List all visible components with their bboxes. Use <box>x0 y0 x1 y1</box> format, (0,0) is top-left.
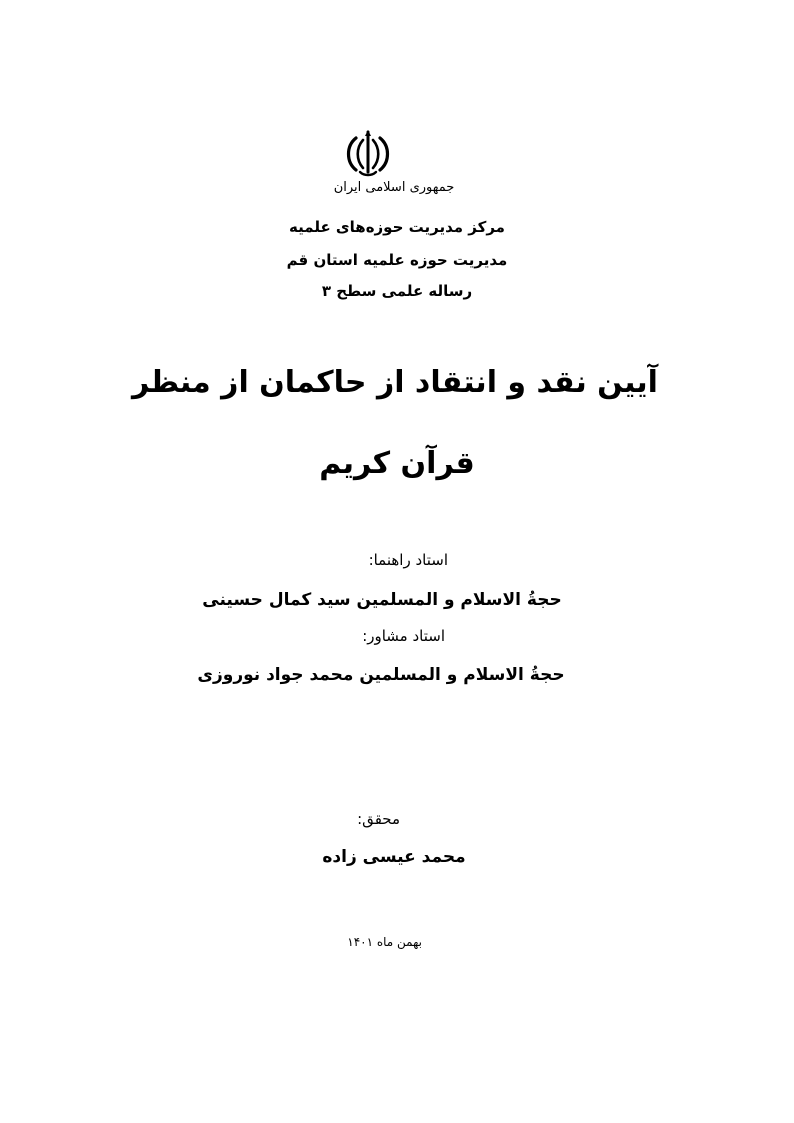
date: بهمن ماه ۱۴۰۱ <box>347 935 422 949</box>
advisor-label: استاد مشاور: <box>362 627 445 645</box>
supervisor-name: حجةُ الاسلام و المسلمین سید کمال حسینی <box>202 590 562 610</box>
provincial-management: مدیریت حوزه علمیه استان قم <box>286 251 508 269</box>
country-name: جمهوری اسلامی ایران <box>333 180 455 195</box>
iran-emblem-icon <box>342 128 394 180</box>
thesis-level: رساله علمی سطح ۳ <box>321 282 473 300</box>
advisor-name: حجةُ الاسلام و المسلمین محمد جواد نوروزی <box>197 665 565 685</box>
supervisor-label: استاد راهنما: <box>368 551 448 569</box>
researcher-name: محمد عیسی زاده <box>322 847 466 867</box>
thesis-title-line-1: آیین نقد و انتقاد از حاکمان از منظر <box>132 365 658 400</box>
organization-name: مرکز مدیریت حوزه‌های علمیه <box>289 218 505 236</box>
thesis-title-line-2: قرآن کریم <box>319 446 475 481</box>
researcher-label: محقق: <box>357 810 400 828</box>
